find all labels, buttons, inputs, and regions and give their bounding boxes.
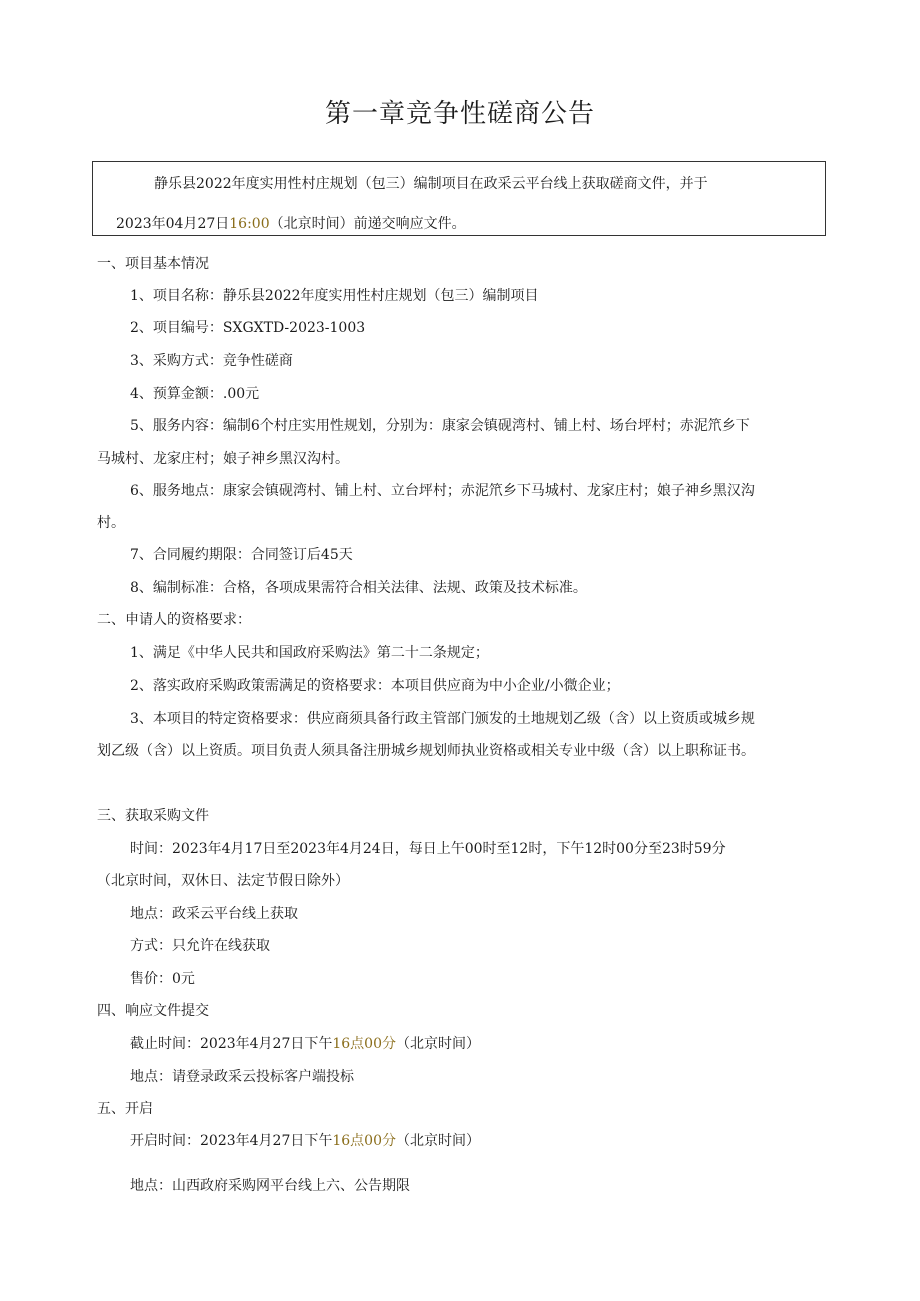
opening-time [130,1131,480,1151]
notice-suffix: （北京时间）前递交响应文件。 [269,216,466,232]
acquire-place: 地点：政采云平台线上获取 [130,906,298,922]
acquire-time-line-2: （北京时间，双休日、法定节假日除外） [97,873,349,889]
project-name: 1、项目名称：静乐县2022年度实用性村庄规划（包三）编制项目 [130,288,539,304]
deadline-prefix: 截止时间：2023年4月27日下午 [130,1036,333,1052]
budget-amount: 4、预算金额：.00元 [130,386,260,402]
notice-date: 2023年04月27日 [116,216,230,232]
qualification-1: 1、满足《中华人民共和国政府采购法》第二十二条规定； [130,645,489,661]
contract-period: 7、合同履约期限：合同签订后45天 [130,547,353,563]
project-number: 2、项目编号：SXGXTD-2023-1003 [130,320,366,336]
section-3-heading: 三、获取采购文件 [97,808,209,824]
section-4-heading: 四、响应文件提交 [97,1003,209,1019]
submission-deadline [130,1034,480,1054]
service-location-line-1: 6、服务地点：康家会镇砚湾村、铺上村、立台坪村；赤泥笊乡下马城村、龙家庄村；娘子神乡黑汉沟 [130,483,755,499]
acquire-time-line-1: 时间：2023年4月17日至2023年4月24日，每日上午00时至12时，下午12时00分至23时59分 [130,841,726,857]
acquire-method: 方式：只允许在线获取 [130,938,270,954]
qualification-3-line-2: 划乙级（含）以上资质。项目负责人须具备注册城乡规划师执业资格或相关专业中级（含）以上职称证书。 [97,743,755,759]
notice-time: 16:00 [229,216,270,232]
section-2-heading: 二、申请人的资格要求： [97,612,251,628]
submission-place: 地点：请登录政采云投标客户端投标 [130,1069,354,1085]
opening-hour: 16点00分 [332,1133,396,1149]
qualification-3-line-1: 3、本项目的特定资格要求：供应商须具备行政主管部门颁发的土地规划乙级（含）以上资质或城乡规 [130,711,755,727]
section-1-heading: 一、项目基本情况 [97,256,209,272]
compilation-standard: 8、编制标准：合格，各项成果需符合相关法律、法规、政策及技术标准。 [130,580,587,596]
service-location-line-2: 村。 [97,515,125,531]
deadline-suffix: （北京时间） [396,1036,480,1052]
notice-line-1: 静乐县2022年度实用性村庄规划（包三）编制项目在政采云平台线上获取磋商文件，并于 [154,176,708,192]
notice-line-2 [116,214,466,234]
service-content-line-2: 马城村、龙家庄村；娘子神乡黑汉沟村。 [97,451,349,467]
opening-place: 地点：山西政府采购网平台线上六、公告期限 [130,1178,410,1194]
opening-suffix: （北京时间） [396,1133,480,1149]
acquire-price: 售价：0元 [130,971,195,987]
deadline-time: 16点00分 [332,1036,396,1052]
qualification-2: 2、落实政府采购政策需满足的资格要求：本项目供应商为中小企业/小微企业； [130,678,620,694]
notice-box [92,161,826,236]
procurement-method: 3、采购方式：竞争性磋商 [130,353,293,369]
opening-prefix: 开启时间：2023年4月27日下午 [130,1133,333,1149]
section-5-heading: 五、开启 [97,1101,153,1117]
page-title: 第一章竞争性磋商公告 [324,99,595,129]
service-content-line-1: 5、服务内容：编制6个村庄实用性规划，分别为：康家会镇砚湾村、铺上村、场台坪村；赤泥笊乡下 [130,418,750,434]
